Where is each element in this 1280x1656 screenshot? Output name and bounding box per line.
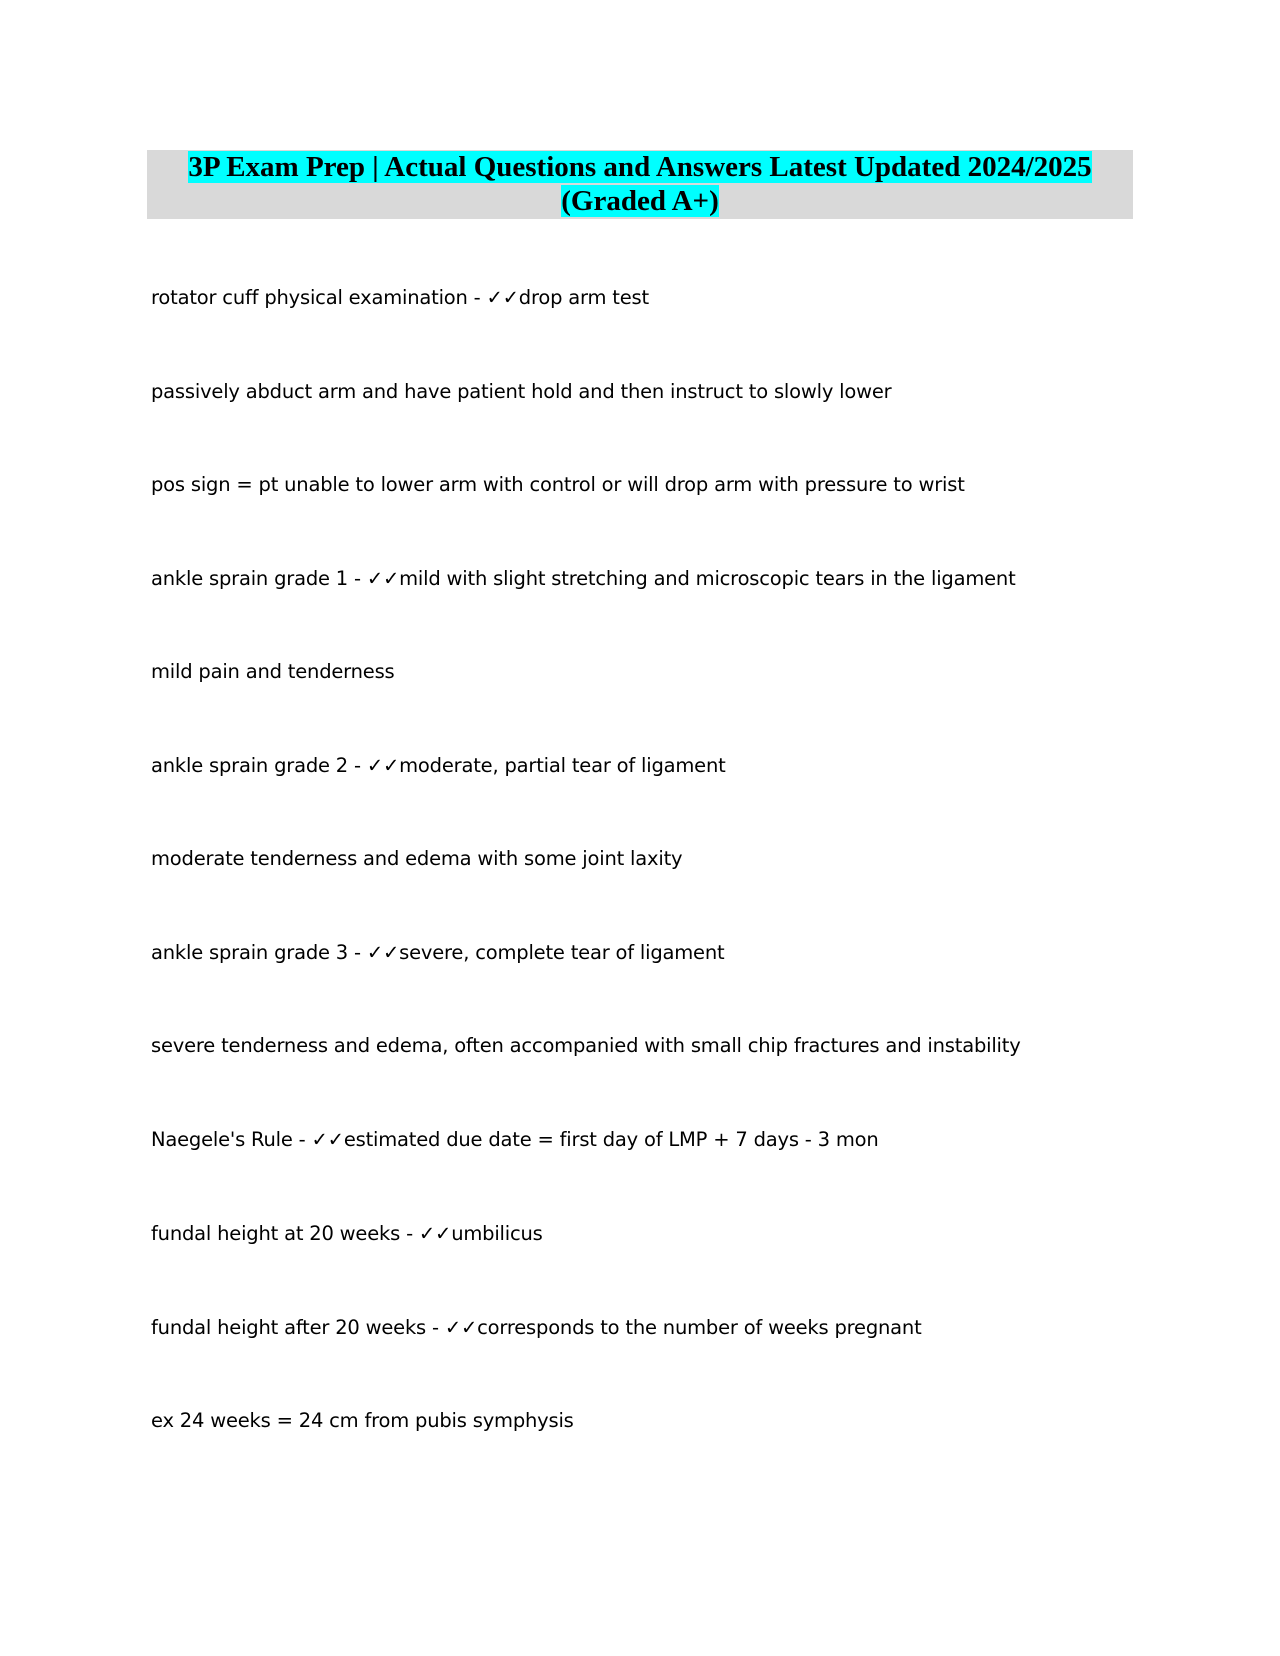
double-check-icon: ✓✓: [486, 286, 519, 309]
double-check-icon: ✓✓: [366, 567, 400, 590]
note-line-pos-sign: [151, 472, 965, 498]
note-text: mild pain and tenderness: [151, 660, 395, 683]
title-line-1: [147, 150, 1133, 184]
double-check-icon: ✓✓: [418, 1222, 452, 1245]
title-line-2: [147, 184, 1133, 218]
question-text: rotator cuff physical examination -: [151, 286, 487, 309]
double-check-icon: ✓✓: [444, 1316, 478, 1339]
note-text: moderate tenderness and edema with some joint laxity: [151, 847, 683, 870]
note-text: pos sign = pt unable to lower arm with control or will drop arm with pressure to wrist: [151, 473, 965, 496]
question-text: fundal height at 20 weeks -: [151, 1222, 419, 1245]
note-text: passively abduct arm and have patient hold and then instruct to slowly lower: [151, 380, 892, 403]
answer-text: estimated due date = first day of LMP + 7 days - 3 mon: [343, 1128, 879, 1151]
qa-line-fundal-height-20: [151, 1221, 543, 1247]
double-check-icon: ✓✓: [366, 941, 400, 964]
qa-line-fundal-height-after-20: [151, 1315, 922, 1341]
question-text: Naegele's Rule -: [151, 1128, 312, 1151]
answer-text: corresponds to the number of weeks pregnant: [477, 1316, 922, 1339]
note-line-mild-pain: [151, 659, 395, 685]
answer-text: mild with slight stretching and microscopic tears in the ligament: [399, 567, 1016, 590]
note-text: severe tenderness and edema, often accompanied with small chip fractures and instability: [151, 1034, 1021, 1057]
title-text-1: 3P Exam Prep | Actual Questions and Answers Latest Updated 2024/2025: [188, 151, 1092, 183]
answer-text: umbilicus: [451, 1222, 543, 1245]
question-text: ankle sprain grade 1 -: [151, 567, 367, 590]
note-line-passive-abduct: [151, 379, 891, 405]
title-text-2: (Graded A+): [561, 185, 719, 217]
note-line-severe-tenderness: [151, 1033, 1021, 1059]
qa-line-ankle-grade-1: [151, 566, 1016, 592]
question-text: fundal height after 20 weeks -: [151, 1316, 445, 1339]
answer-text: severe, complete tear of ligament: [399, 941, 725, 964]
answer-text: moderate, partial tear of ligament: [399, 754, 726, 777]
note-line-example-24-weeks: [151, 1408, 574, 1434]
note-text: ex 24 weeks = 24 cm from pubis symphysis: [151, 1409, 574, 1432]
double-check-icon: ✓✓: [366, 754, 400, 777]
qa-line-naegeles-rule: [151, 1127, 879, 1153]
note-line-moderate-tenderness: [151, 846, 682, 872]
qa-line-ankle-grade-2: [151, 753, 726, 779]
qa-line-rotator-cuff: [151, 285, 649, 311]
double-check-icon: ✓✓: [311, 1128, 344, 1151]
answer-text: drop arm test: [518, 286, 649, 309]
question-text: ankle sprain grade 3 -: [151, 941, 367, 964]
qa-line-ankle-grade-3: [151, 940, 724, 966]
question-text: ankle sprain grade 2 -: [151, 754, 367, 777]
document-title: [147, 150, 1133, 219]
